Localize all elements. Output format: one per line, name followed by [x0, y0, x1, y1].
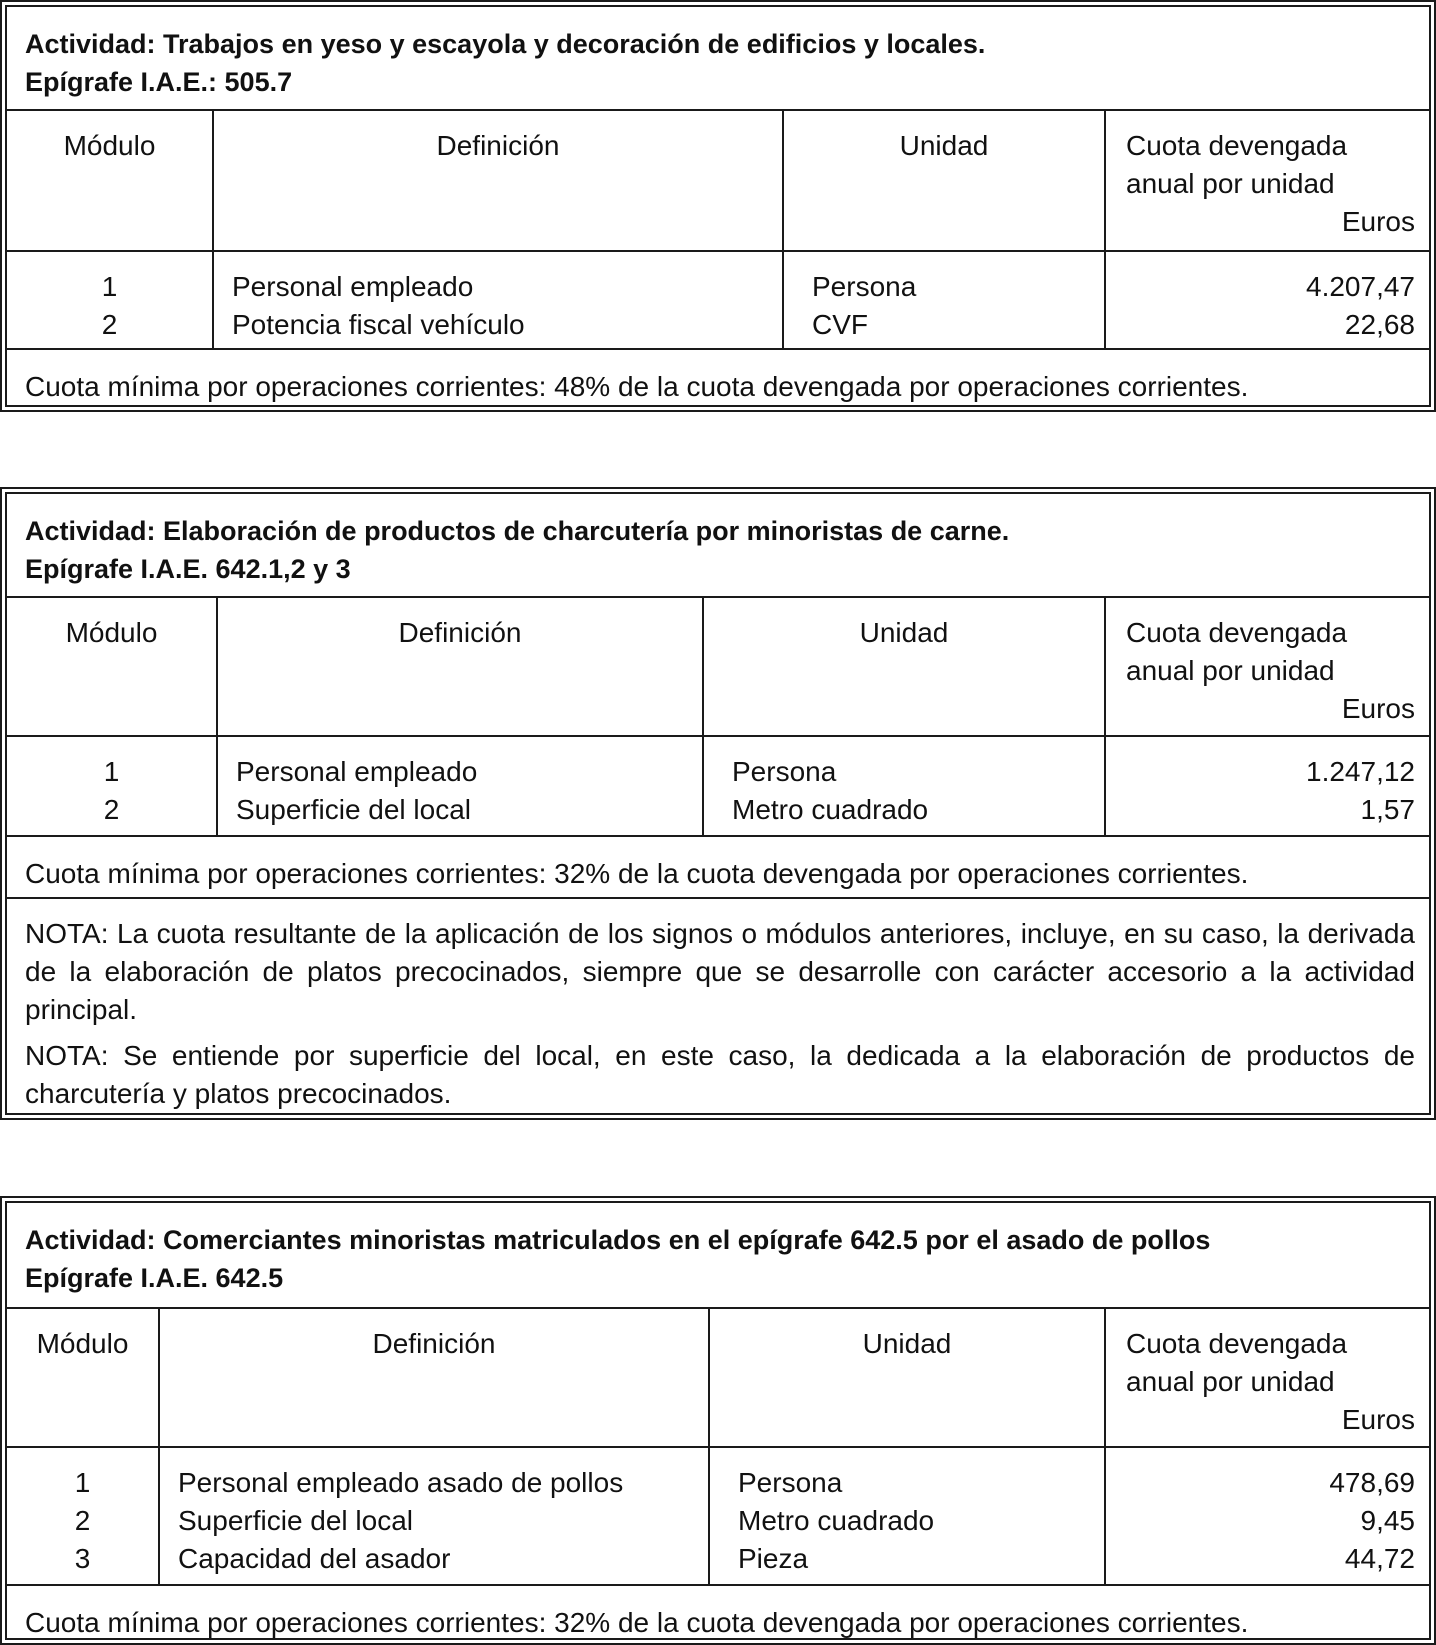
- note-text: NOTA: La cuota resultante de la aplicación de los signos o módulos anteriores, incluye, en su caso, la derivada de la elaboración de platos precocinados, siempre que se desarrolle con carácter accesorio a la actividad principal.: [25, 918, 1415, 1025]
- table-header-row: [7, 111, 1429, 251]
- modulo-number: 2: [74, 1505, 91, 1536]
- col-header-definicion: Definición: [213, 111, 783, 251]
- unidad-text: Persona: [812, 271, 917, 302]
- activity-header: [7, 7, 1429, 111]
- modulo-number: 1: [101, 271, 118, 302]
- col-header-modulo: Módulo: [7, 1309, 159, 1447]
- unidad-cell: [703, 736, 1105, 836]
- definicion-text: Potencia fiscal vehículo: [232, 309, 525, 340]
- table-body-row: [7, 736, 1429, 836]
- activity-title: Actividad: Comerciantes minoristas matriculados en el epígrafe 642.5 por el asado de pollos: [25, 1225, 1211, 1255]
- cuota-value: 478,69: [1329, 1467, 1415, 1498]
- unidad-text: Metro cuadrado: [738, 1505, 935, 1536]
- activity-title: Actividad: Elaboración de productos de charcutería por minoristas de carne.: [25, 516, 1010, 546]
- col-header-definicion: Definición: [217, 598, 703, 736]
- modulo-number: 2: [101, 309, 118, 340]
- cuota-header-line-1: Cuota devengada: [1126, 617, 1348, 648]
- definicion-text: Personal empleado: [232, 271, 474, 302]
- col-header-unidad: Unidad: [703, 598, 1105, 736]
- activity-block-inner: [5, 492, 1431, 1115]
- cuota-cell: [1105, 251, 1429, 349]
- definicion-text: Personal empleado asado de pollos: [178, 1467, 624, 1498]
- modules-table: [7, 1309, 1429, 1586]
- notes-section: [7, 899, 1429, 1113]
- unidad-text: Pieza: [738, 1543, 809, 1574]
- activity-header: [7, 494, 1429, 598]
- cuota-value: 1.247,12: [1306, 756, 1415, 787]
- modulo-cell: [7, 736, 217, 836]
- activity-block-642-1-2-3: [0, 487, 1436, 1120]
- cuota-header-unit: Euros: [1341, 693, 1415, 724]
- modulo-number: 1: [74, 1467, 91, 1498]
- activity-block-inner: [5, 1201, 1431, 1640]
- col-header-modulo: Módulo: [7, 111, 213, 251]
- table-body-row: [7, 251, 1429, 349]
- modulo-number: 2: [103, 794, 120, 825]
- modulo-cell: [7, 251, 213, 349]
- col-header-definicion: Definición: [159, 1309, 709, 1447]
- epigrafe-label: Epígrafe I.A.E. 642.5: [25, 1263, 284, 1293]
- epigrafe-label: Epígrafe I.A.E.: 505.7: [25, 67, 293, 97]
- definicion-cell: [213, 251, 783, 349]
- cuota-cell: [1105, 1447, 1429, 1585]
- cuota-value: 4.207,47: [1306, 271, 1415, 302]
- col-header-unidad: Unidad: [709, 1309, 1105, 1447]
- note-text: NOTA: Se entiende por superficie del local, en este caso, la dedicada a la elaboración de productos de charcutería y platos precocinados.: [25, 1040, 1415, 1109]
- cuota-value: 9,45: [1360, 1505, 1415, 1536]
- activity-header: [7, 1203, 1429, 1309]
- modules-table: [7, 598, 1429, 837]
- table-body-row: [7, 1447, 1429, 1585]
- unidad-text: Persona: [738, 1467, 843, 1498]
- definicion-cell: [217, 736, 703, 836]
- unidad-cell: [783, 251, 1105, 349]
- modulo-cell: [7, 1447, 159, 1585]
- cuota-value: 22,68: [1344, 309, 1415, 340]
- definicion-text: Personal empleado: [236, 756, 478, 787]
- col-header-unidad: Unidad: [783, 111, 1105, 251]
- activity-block-505-7: [0, 0, 1436, 412]
- unidad-text: CVF: [812, 309, 868, 340]
- cuota-minima-text: Cuota mínima por operaciones corrientes: 32% de la cuota devengada por operaciones corrientes.: [25, 1607, 1249, 1638]
- activity-block-642-5: [0, 1196, 1436, 1645]
- col-header-cuota: [1105, 1309, 1429, 1447]
- table-header-row: [7, 598, 1429, 736]
- definicion-text: Superficie del local: [178, 1505, 414, 1536]
- cuota-header-line-1: Cuota devengada: [1126, 1328, 1348, 1359]
- definicion-text: Capacidad del asador: [178, 1543, 451, 1574]
- activity-title: Actividad: Trabajos en yeso y escayola y decoración de edificios y locales.: [25, 29, 986, 59]
- cuota-header-unit: Euros: [1341, 1404, 1415, 1435]
- cuota-header-unit: Euros: [1341, 206, 1415, 237]
- cuota-header-line-1: Cuota devengada: [1126, 130, 1348, 161]
- cuota-value: 44,72: [1344, 1543, 1415, 1574]
- definicion-text: Superficie del local: [236, 794, 472, 825]
- definicion-cell: [159, 1447, 709, 1585]
- modules-table: [7, 111, 1429, 350]
- cuota-header-line-2: anual por unidad: [1126, 168, 1335, 199]
- unidad-text: Metro cuadrado: [732, 794, 929, 825]
- activity-block-inner: [5, 5, 1431, 407]
- cuota-minima-text: Cuota mínima por operaciones corrientes: 32% de la cuota devengada por operaciones corrientes.: [7, 837, 1429, 899]
- col-header-modulo: Módulo: [7, 598, 217, 736]
- col-header-cuota: [1105, 111, 1429, 251]
- unidad-text: Persona: [732, 756, 837, 787]
- epigrafe-label: Epígrafe I.A.E. 642.1,2 y 3: [25, 554, 351, 584]
- table-header-row: [7, 1309, 1429, 1447]
- cuota-header-line-2: anual por unidad: [1126, 1366, 1335, 1397]
- cuota-value: 1,57: [1360, 794, 1415, 825]
- modulo-number: 3: [74, 1543, 91, 1574]
- cuota-cell: [1105, 736, 1429, 836]
- unidad-cell: [709, 1447, 1105, 1585]
- modulo-number: 1: [103, 756, 120, 787]
- cuota-minima-text: Cuota mínima por operaciones corrientes: 48% de la cuota devengada por operaciones corrientes.: [25, 371, 1249, 402]
- cuota-header-line-2: anual por unidad: [1126, 655, 1335, 686]
- col-header-cuota: [1105, 598, 1429, 736]
